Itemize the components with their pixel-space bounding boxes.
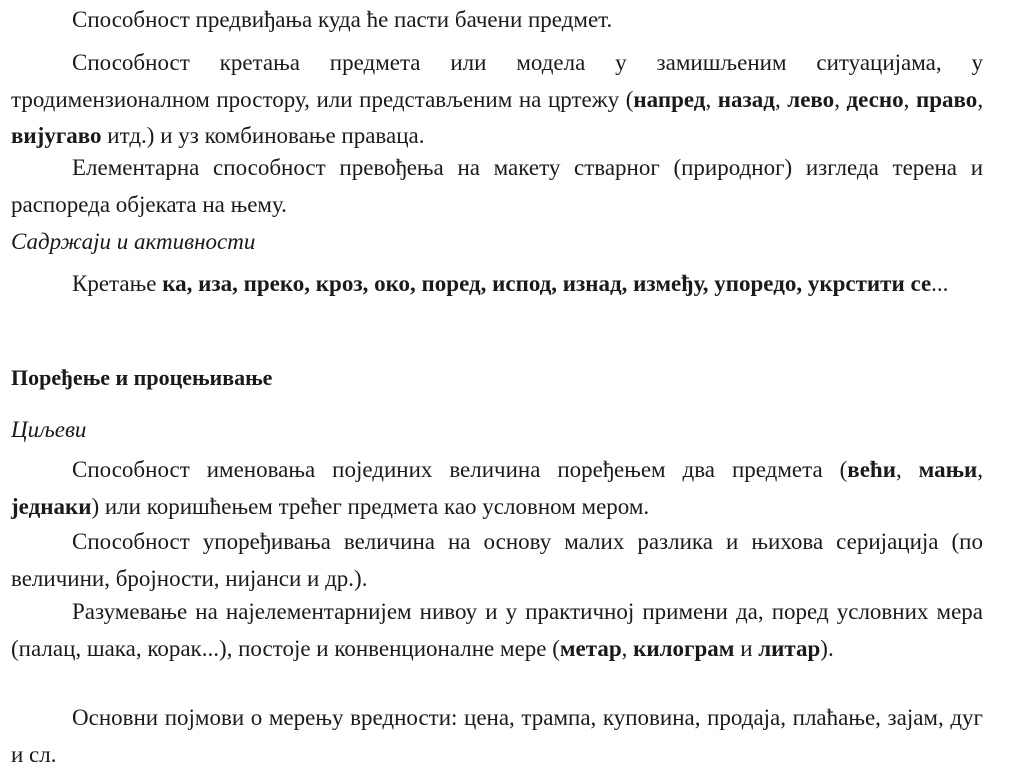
text-segment: Разумевање на најелементарнијем нивоу и у практичној примени да, поред условних мера (палац, шака, корак...), постоје и конвенционалне мере ( — [11, 599, 983, 661]
text-segment: ) или коришћењем трећег предмета као условном мером. — [91, 493, 650, 519]
text-segment: ). — [820, 635, 834, 661]
paragraph-naming-sizes — [11, 452, 983, 525]
bold-prepositions: ка, иза, преко, кроз, око, поред, испод, изнад, између, упоредо, укрстити се — [162, 271, 932, 296]
text-segment: , — [977, 86, 984, 112]
paragraph-value-measurement — [11, 700, 983, 773]
text-segment: итд.) и уз комбиновање праваца. — [101, 123, 425, 148]
text-segment: Способност именовања појединих величина поређењем два предмета ( — [72, 457, 848, 482]
subheading-contents-activities — [11, 224, 983, 261]
bold-term-left: лево — [787, 86, 835, 112]
paragraph-predicting-fall — [11, 2, 983, 39]
text-segment: , — [834, 86, 847, 112]
bold-term-equal: једнаки — [11, 493, 92, 519]
text-segment: , — [977, 457, 984, 482]
bold-term-forward: напред — [633, 86, 706, 112]
paragraph-movement-prepositions — [11, 266, 983, 303]
bold-term-smaller: мањи — [918, 457, 978, 482]
bold-term-straight: право — [916, 86, 978, 112]
paragraph-movement-directions — [11, 45, 983, 155]
text-segment: , — [621, 635, 634, 661]
subheading-goals — [11, 412, 983, 449]
paragraph-conventional-measures — [11, 594, 983, 667]
text-segment: ... — [931, 271, 949, 296]
text-segment: , — [774, 86, 788, 112]
bold-term-meter: метар — [559, 635, 622, 661]
text-segment: Основни појмови о мерењу вредности: цена, трампа, куповина, продаја, плаћање, зајам, дуг и сл. — [11, 705, 983, 767]
text-segment: и — [734, 635, 759, 661]
text-segment: Елементарна способност превођења на макету стварног (природног) изгледа терена и распореда објеката на њему. — [11, 155, 983, 217]
text-segment: Способност предвиђања куда ће пасти бачени предмет. — [72, 7, 613, 32]
text-segment: Кретање — [72, 271, 163, 296]
text-segment: Способност упоређивања величина на основу малих разлика и њихова серијација (по величини, бројности, нијанси и др.). — [11, 529, 983, 591]
text-segment: , — [903, 86, 916, 112]
text-segment: Способност кретања предмета или модела у замишљеним ситуацијама, у тродимензионалном простору, или представљеним на цртежу ( — [11, 50, 983, 112]
subheading-text: Циљеви — [11, 417, 87, 442]
bold-term-back: назад — [717, 86, 775, 112]
paragraph-model-terrain — [11, 150, 983, 223]
bold-term-liter: литар — [758, 635, 821, 661]
heading-text: Поређење и процењивање — [11, 365, 273, 390]
subheading-text: Садржаји и активности — [11, 229, 256, 254]
text-segment: , — [895, 457, 919, 482]
text-segment: , — [705, 86, 718, 112]
bold-term-bigger: већи — [847, 457, 896, 482]
bold-term-right: десно — [846, 86, 904, 112]
section-heading-comparison — [11, 360, 983, 397]
bold-term-kilogram: килограм — [633, 635, 735, 661]
paragraph-comparing-sizes — [11, 524, 983, 597]
bold-term-winding: вијугаво — [11, 123, 102, 148]
